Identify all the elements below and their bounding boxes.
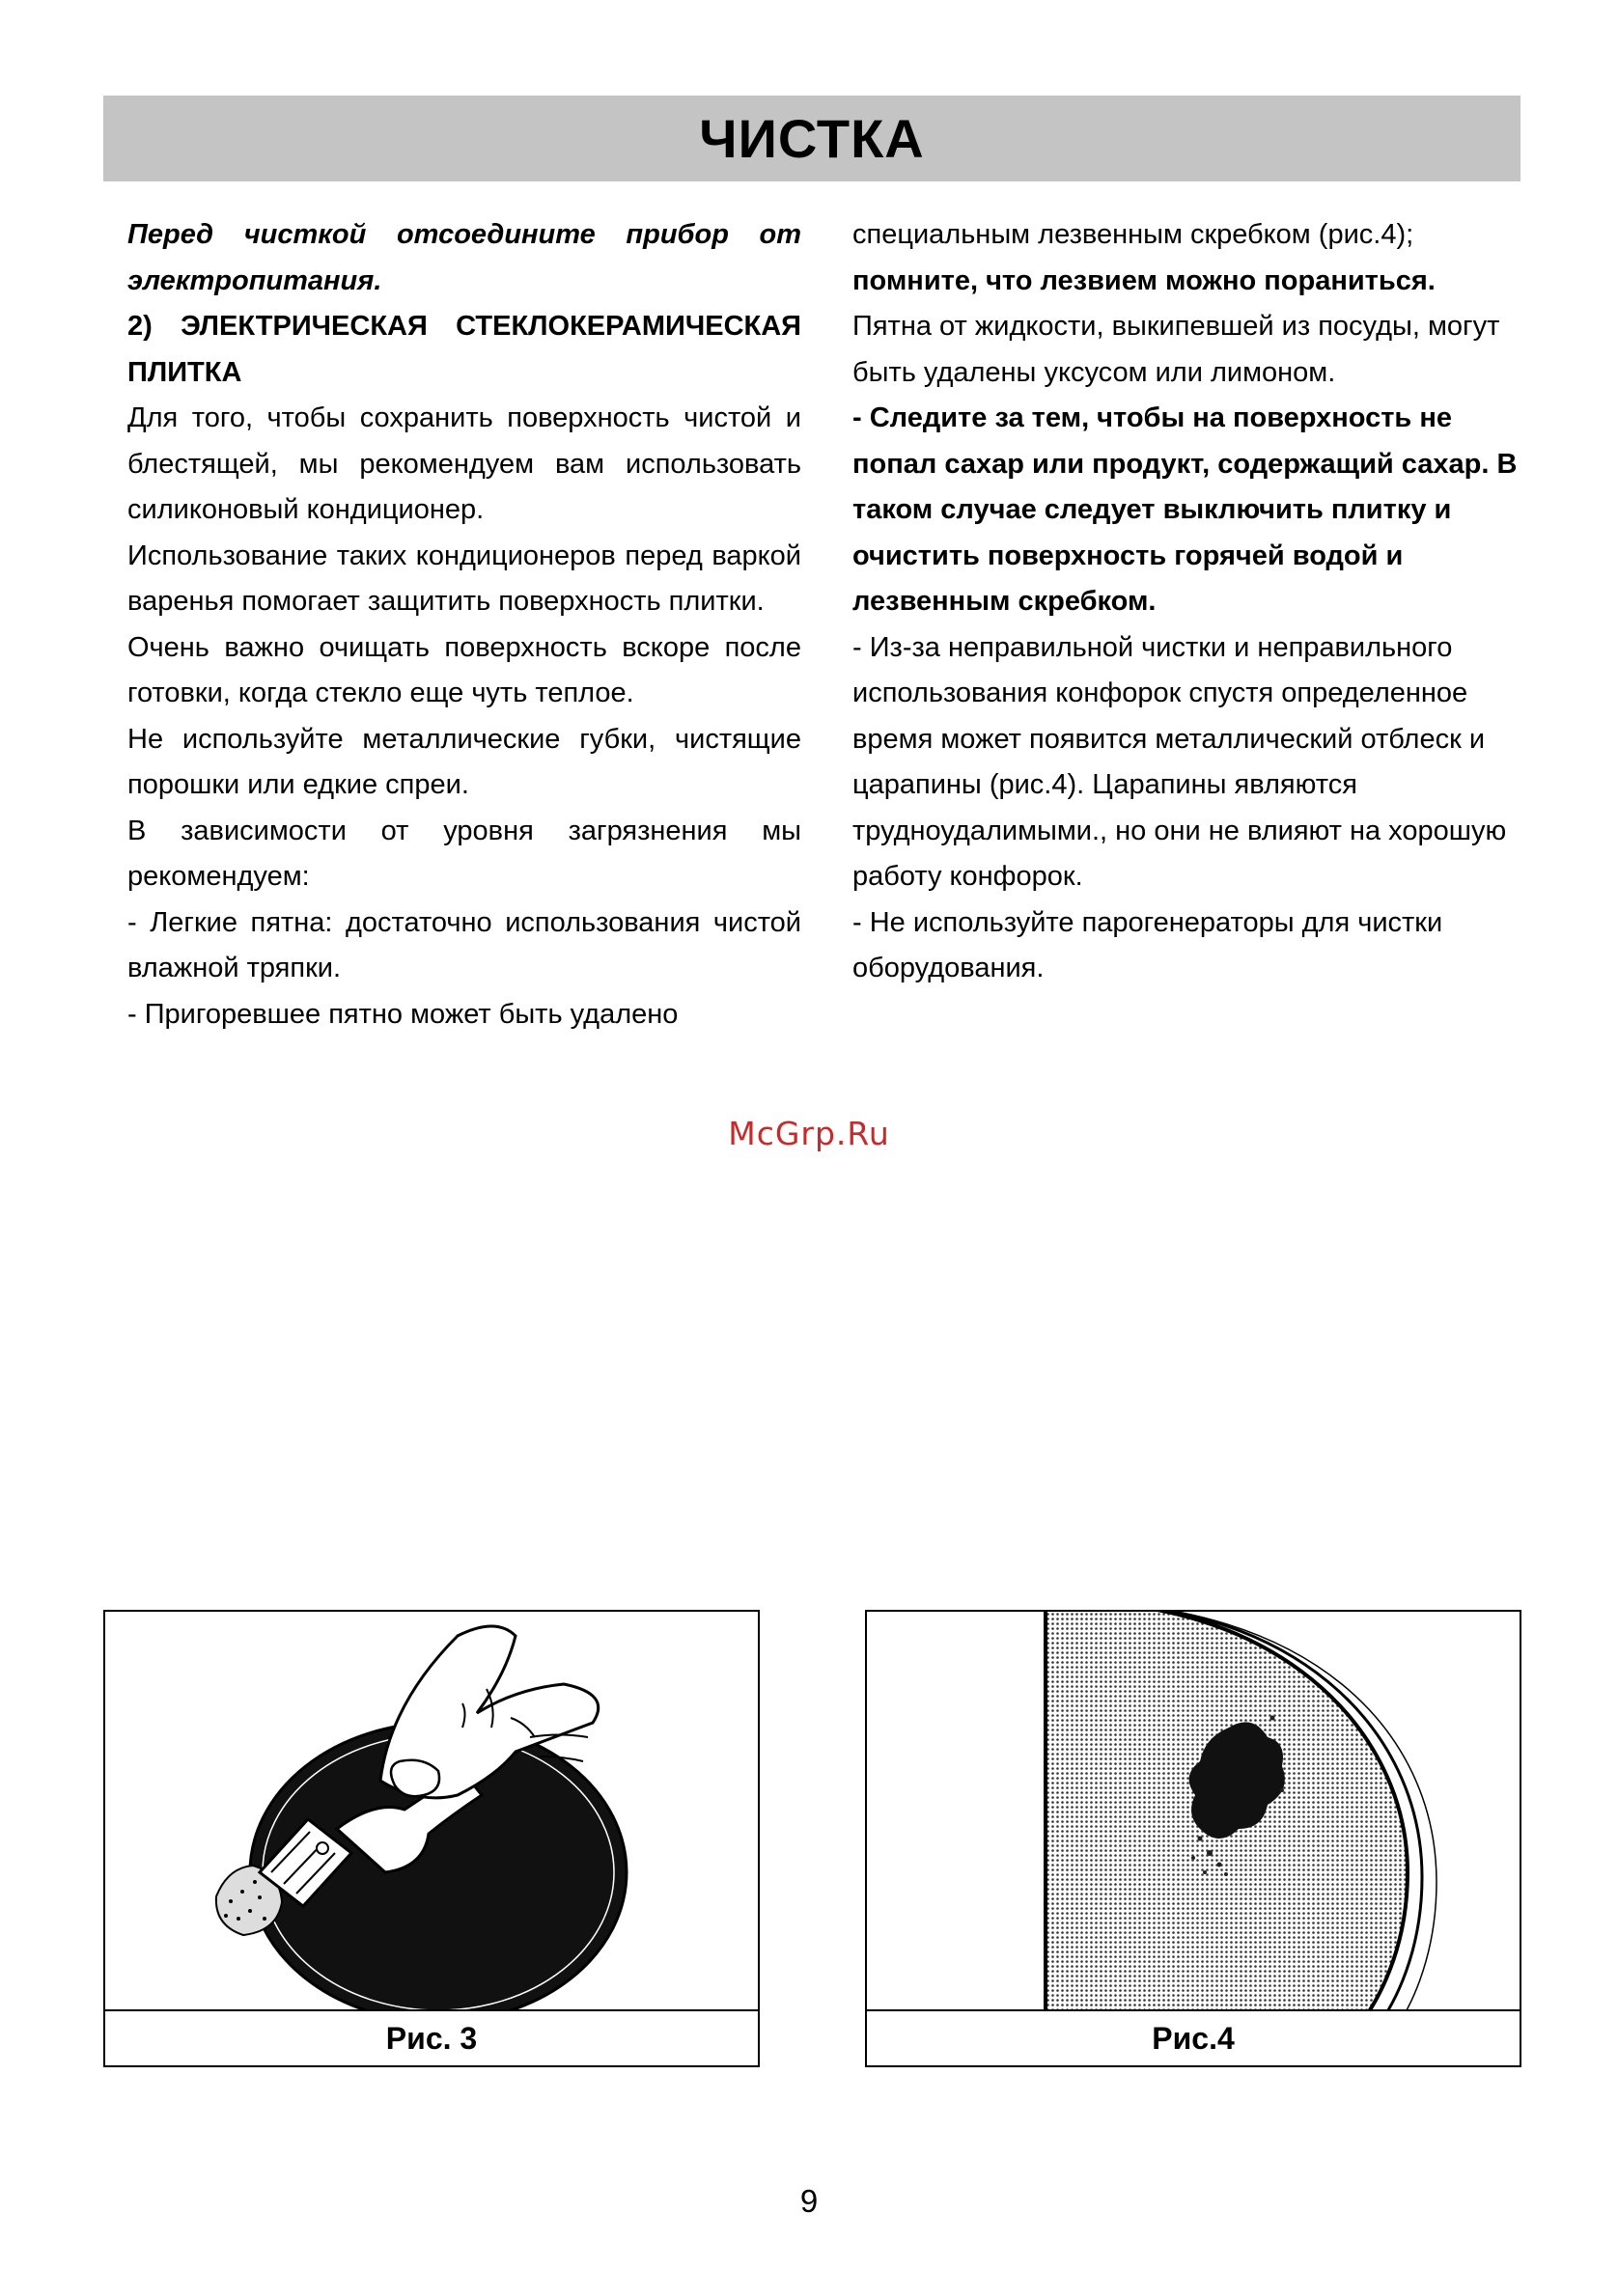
paragraph: В зависимости от уровня загрязнения мы рекомендуем: bbox=[127, 815, 801, 892]
figure-3 bbox=[103, 1610, 760, 2067]
paragraph: Пятна от жидкости, выкипевшей из посуды, могут быть удалены уксусом или лимоном. bbox=[852, 311, 1500, 388]
bold-warning: - Следите за тем, чтобы на поверхность не попал сахар или продукт, содержащий сахар. В таком случае следует выключить плитку и очистить поверхность горячей водой и лезвенным скребком. bbox=[852, 402, 1518, 617]
right-column bbox=[852, 212, 1528, 992]
page-title: ЧИСТКА bbox=[699, 108, 925, 169]
page-number: 9 bbox=[799, 2183, 819, 2219]
paragraph: Не используйте металлические губки, чистящие порошки или едкие спреи. bbox=[127, 723, 801, 800]
figure-caption: Рис. 3 bbox=[385, 2021, 478, 2056]
paragraph: специальным лезвенным скребком (рис.4); bbox=[852, 219, 1414, 250]
paragraph: Использование таких кондиционеров перед варкой варенья помогает защитить поверхность плитки. bbox=[127, 539, 801, 617]
title-bar bbox=[103, 96, 1520, 181]
warning-text: Перед чисткой отсоедините прибор от электропитания. bbox=[127, 219, 801, 296]
left-column bbox=[127, 212, 801, 1037]
paragraph: Очень важно очищать поверхность вскоре после готовки, когда стекло еще чуть теплое. bbox=[127, 631, 801, 708]
section-heading: 2) ЭЛЕКТРИЧЕСКАЯ СТЕКЛОКЕРАМИЧЕСКАЯ ПЛИТКА bbox=[127, 311, 801, 388]
paragraph: - Не используйте парогенераторы для чистки оборудования. bbox=[852, 906, 1443, 983]
paragraph: Для того, чтобы сохранить поверхность чистой и блестящей, мы рекомендуем вам использовать силиконовый кондиционер. bbox=[127, 402, 801, 525]
paragraph: - Легкие пятна: достаточно использования чистой влажной тряпки. bbox=[127, 906, 801, 983]
scraper-illustration bbox=[105, 1612, 758, 2011]
scratched-hob-illustration bbox=[867, 1612, 1520, 2011]
watermark: McGrp.Ru bbox=[728, 1115, 890, 1152]
paragraph: - Из-за неправильной чистки и неправильного использования конфорок спустя определенное время может появится металлический отблеск и царапины (рис.4). Царапины являются трудноудалимыми., но они не влияют на хорошую работу конфорок. bbox=[852, 631, 1507, 892]
bold-warning: помните, что лезвием можно пораниться. bbox=[852, 264, 1436, 296]
figure-caption: Рис.4 bbox=[1152, 2021, 1235, 2056]
figure-4 bbox=[865, 1610, 1521, 2067]
paragraph: - Пригоревшее пятно может быть удалено bbox=[127, 998, 679, 1030]
